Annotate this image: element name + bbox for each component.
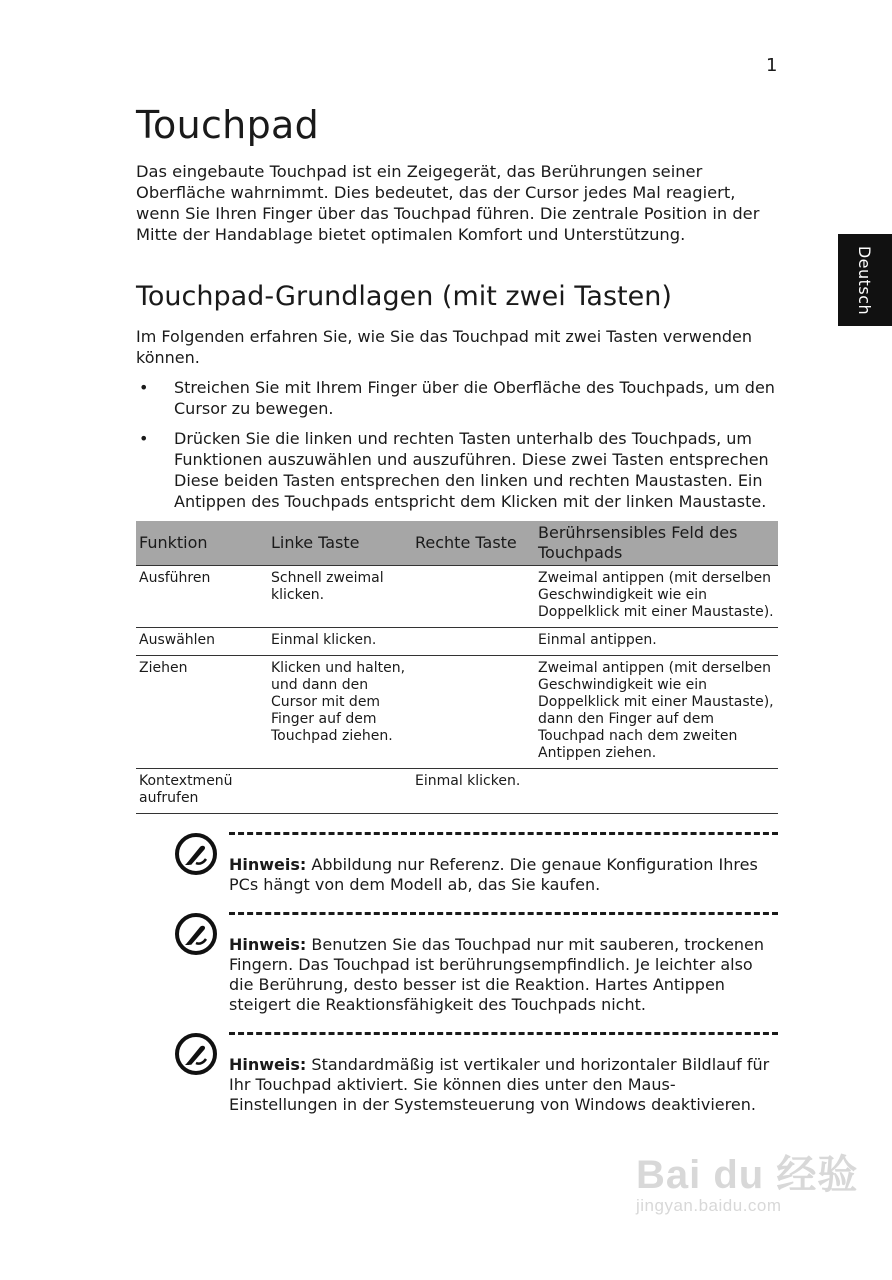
note-pen-icon [174, 1032, 218, 1076]
section-intro: Das eingebaute Touchpad ist ein Zeigegerät, das Berührungen seiner Oberfläche wahrnimmt. Dies bedeutet, das der Cursor jedes Mal reagiert, wenn Sie Ihren Finger über das Touchpad führen. Die zentrale Position in der Mitte der Handablage bietet optimalen Komfort und Unterstützung. [136, 162, 760, 244]
table-cell: Zweimal antippen (mit derselben Geschwindigkeit wie ein Doppelklick mit einer Maustaste). [535, 566, 778, 628]
list-item [136, 377, 778, 419]
page-number: 1 [766, 55, 778, 76]
table-cell [412, 656, 535, 769]
note-divider [229, 912, 778, 915]
table-row [136, 566, 778, 628]
table-cell [412, 566, 535, 628]
table-row [136, 628, 778, 656]
note-body: Standardmäßig ist vertikaler und horizontaler Bildlauf für Ihr Touchpad aktiviert. Sie können dies unter den Maus-Einstellungen in der Systemsteuerung von Windows deaktivieren. [229, 1055, 770, 1114]
note-pen-icon [174, 832, 218, 876]
table-cell: Ziehen [136, 656, 268, 769]
table-cell: Auswählen [136, 628, 268, 656]
subsection-title: Touchpad-Grundlagen (mit zwei Tasten) [136, 281, 672, 312]
section-title: Touchpad [136, 103, 319, 147]
table-header-row [136, 521, 778, 566]
watermark-url: jingyan.baidu.com [636, 1196, 782, 1215]
column-header: Berührsensibles Feld des Touchpads [535, 521, 778, 566]
table-cell: Einmal antippen. [535, 628, 778, 656]
table-cell: Kontextmenü aufrufen [136, 769, 268, 814]
column-header: Linke Taste [268, 521, 412, 566]
table-row [136, 769, 778, 814]
language-tab-label: Deutsch [855, 245, 875, 315]
note-block [136, 832, 778, 895]
note-label: Hinweis: [229, 1055, 307, 1074]
language-tab [838, 234, 892, 326]
subsection-intro: Im Folgenden erfahren Sie, wie Sie das Touchpad mit zwei Tasten verwenden können. [136, 327, 752, 367]
note-block [136, 912, 778, 1015]
note-block [136, 1032, 778, 1115]
bullet-icon: • [139, 378, 149, 397]
note-text [229, 1055, 778, 1115]
table-cell [412, 628, 535, 656]
note-body: Benutzen Sie das Touchpad nur mit sauberen, trockenen Fingern. Das Touchpad ist berührungsempfindlich. Je leichter also die Berührung, desto besser ist die Reaktion. Hartes Antippen steigert die Reaktionsfähigkeit des Touchpads nicht. [229, 935, 765, 1014]
note-body: Abbildung nur Referenz. Die genaue Konfiguration Ihres PCs hängt von dem Modell ab, das Sie kaufen. [229, 855, 758, 894]
touchpad-functions-table [136, 521, 778, 814]
column-header: Rechte Taste [412, 521, 535, 566]
bullet-text: Streichen Sie mit Ihrem Finger über die Oberfläche des Touchpads, um den Cursor zu bewegen. [174, 378, 775, 418]
table-row [136, 656, 778, 769]
column-header: Funktion [136, 521, 268, 566]
note-divider [229, 1032, 778, 1035]
table-cell: Ausführen [136, 566, 268, 628]
table-cell: Einmal klicken. [268, 628, 412, 656]
note-text [229, 935, 778, 1015]
note-label: Hinweis: [229, 935, 307, 954]
bullet-text: Drücken Sie die linken und rechten Tasten unterhalb des Touchpads, um Funktionen auszuwählen und auszuführen. Diese zwei Tasten entsprechen Diese beiden Tasten entsprechen den linken und rechten Maustasten. Ein Antippen des Touchpads entspricht dem Klicken mit der linken Maustaste. [174, 429, 769, 511]
bullet-list [136, 377, 778, 512]
table-cell: Einmal klicken. [412, 769, 535, 814]
table-cell: Klicken und halten, und dann den Cursor mit dem Finger auf dem Touchpad ziehen. [268, 656, 412, 769]
note-text [229, 855, 778, 895]
table-cell [535, 769, 778, 814]
note-pen-icon [174, 912, 218, 956]
watermark-logo: Bai du 经验 [636, 1153, 859, 1197]
note-divider [229, 832, 778, 835]
table-cell: Schnell zweimal klicken. [268, 566, 412, 628]
page-content [136, 103, 778, 1115]
table-cell: Zweimal antippen (mit derselben Geschwindigkeit wie ein Doppelklick mit einer Maustaste), dann den Finger auf dem Touchpad nach dem zweiten Antippen ziehen. [535, 656, 778, 769]
list-item [136, 428, 778, 512]
bullet-icon: • [139, 429, 149, 448]
note-label: Hinweis: [229, 855, 307, 874]
baidu-watermark [636, 1143, 858, 1216]
table-cell [268, 769, 412, 814]
